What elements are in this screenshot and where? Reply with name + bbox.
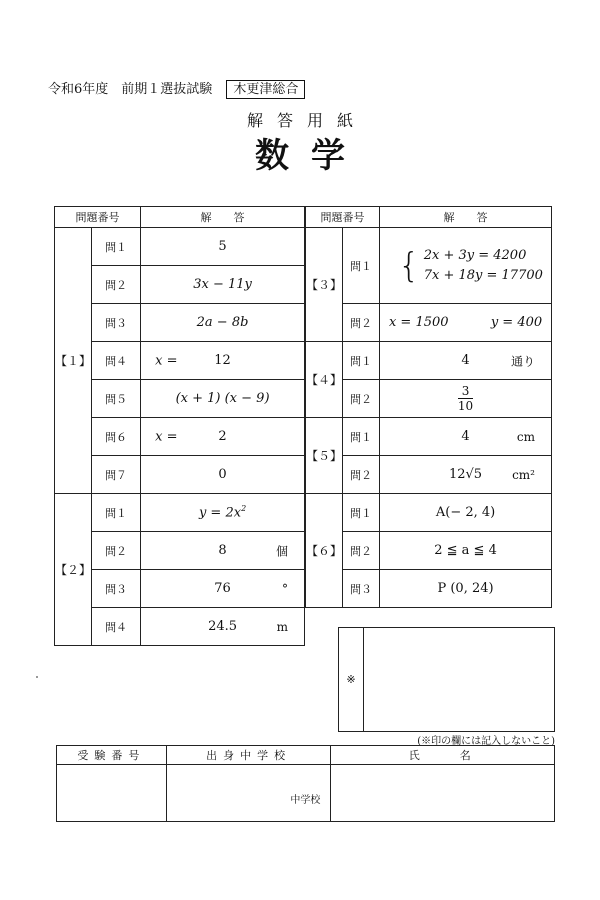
answer-prefix: x = [155,429,178,444]
section-label-6: 【６】 [306,494,343,608]
answer-value: 12√5 [448,467,483,482]
question-number: 問４ [92,608,141,646]
school-name-box: 木更津総合 [226,80,305,99]
answer-value: A(− 2, 4) [435,505,496,520]
question-number: 問２ [343,304,380,342]
question-number: 問２ [92,266,141,304]
exam-name: 令和6年度 前期１選抜試験 [48,82,213,97]
answer-cell [380,304,552,342]
answer-value: 2 ≦ a ≦ 4 [434,543,497,558]
answer-cell [141,342,305,380]
exam-number-header: 受験番号 [57,746,167,765]
question-number: 問２ [343,532,380,570]
section-label-5: 【５】 [306,418,343,494]
answer-cell [380,228,552,304]
question-number: 問１ [92,494,141,532]
section-label-1: 【１】 [55,228,92,494]
question-number: 問１ [92,228,141,266]
answer-cell [141,608,305,646]
answer-value: 8 [218,543,227,558]
answer-cell [141,304,305,342]
question-number: 問２ [343,456,380,494]
answer-cell [141,456,305,494]
brace-icon: { [398,245,420,286]
answer-value: 2 [218,429,227,444]
question-number: 問３ [343,570,380,608]
school-suffix: 中学校 [290,795,321,806]
answer-prefix: x = [155,353,178,368]
equation-line: 2x + 3y = 4200 [423,247,527,263]
fraction [458,384,473,413]
answer-exponent: 2 [241,504,247,514]
answer-cell [380,342,552,380]
answer-value: 3x − 11y [193,277,252,292]
answer-unit: m [276,619,288,634]
name-header: 氏 名 [331,746,555,765]
section-label-2: 【２】 [55,494,92,646]
section-label-4: 【４】 [306,342,343,418]
answer-value: y = 2x [198,505,242,521]
question-number: 問３ [92,304,141,342]
question-number: 問３ [92,570,141,608]
grader-mark: ※ [339,628,364,731]
answer-unit: ° [282,581,288,596]
answer-cell [141,532,305,570]
numerator: 3 [461,384,470,398]
answer-value: 5 [218,239,227,254]
question-number: 問２ [343,380,380,418]
examinee-info-table [56,745,555,822]
scan-dot [36,676,38,678]
answer-cell [141,228,305,266]
header-answer: 解 答 [141,207,305,228]
answer-value: P (0, 24) [437,581,494,596]
answer-value: 2a − 8b [196,315,249,330]
question-number: 問１ [343,228,380,304]
answer-cell [380,380,552,418]
answer-cell [380,570,552,608]
answer-cell [141,494,305,532]
question-number: 問１ [343,494,380,532]
question-number: 問６ [92,418,141,456]
answer-value: 76 [214,581,231,596]
header-qnum: 問題番号 [55,207,141,228]
denominator: 10 [457,399,474,413]
header-qnum: 問題番号 [306,207,380,228]
school-header: 出身中学校 [166,746,331,765]
answer-value: 12 [214,353,231,368]
grader-note: (※印の欄には記入しないこと) [417,736,555,747]
answer-cell [380,494,552,532]
grader-box [338,627,555,732]
question-number: 問５ [92,380,141,418]
question-number: 問１ [343,342,380,380]
question-number: 問４ [92,342,141,380]
answer-value: 4 [461,353,470,368]
answer-table-right [305,206,552,608]
answer-cell [141,418,305,456]
answer-cell [141,380,305,418]
equation-line: 7x + 18y = 17700 [423,267,543,283]
answer-unit: 通り [510,354,535,368]
header-answer: 解 答 [380,207,552,228]
section-label-3: 【３】 [306,228,343,342]
answer-value: 4 [461,429,470,444]
answer-cell [380,456,552,494]
name-field[interactable] [331,765,555,822]
subject-title: 数学 [255,136,367,176]
answer-value: y = 400 [490,315,543,330]
answer-sheet-label: 解答用紙 [246,111,367,130]
answer-cell [380,418,552,456]
school-field[interactable] [166,765,331,822]
answer-value: x = 1500 [388,315,449,330]
answer-unit: cm [516,429,535,444]
answer-table-left [54,206,305,646]
question-number: 問２ [92,532,141,570]
answer-unit: 個 [275,544,288,558]
answer-unit: cm² [512,467,535,482]
answer-cell [141,570,305,608]
question-number: 問１ [343,418,380,456]
question-number: 問７ [92,456,141,494]
exam-header [48,78,305,97]
answer-value: 24.5 [208,619,238,634]
answer-cell [380,532,552,570]
answer-cell [141,266,305,304]
answer-value: 0 [218,467,227,482]
answer-value: (x + 1) (x − 9) [175,391,270,406]
exam-number-field[interactable] [57,765,167,822]
